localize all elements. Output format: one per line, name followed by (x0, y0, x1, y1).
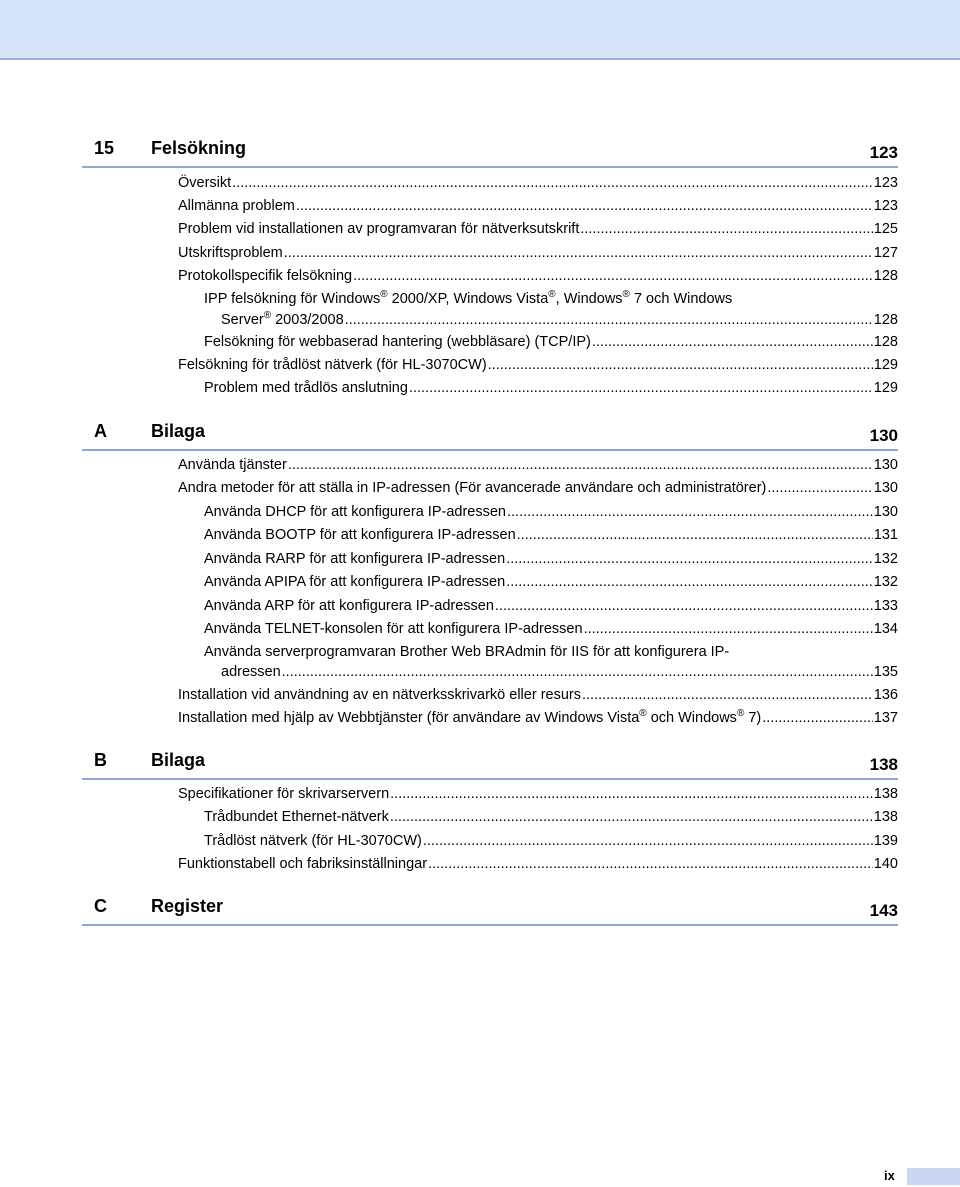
registered-mark: ® (622, 289, 630, 300)
toc-entry[interactable] (178, 687, 898, 704)
dot-leader (582, 687, 873, 704)
dot-leader (580, 221, 872, 238)
dot-leader (390, 809, 873, 826)
toc-chapter-c[interactable] (82, 896, 898, 926)
entry-text: Utskriftsproblem (178, 245, 283, 261)
dot-leader (584, 621, 873, 638)
toc-entry[interactable] (178, 786, 898, 803)
toc-chapter-15[interactable] (82, 138, 898, 168)
entry-text: Använda serverprogramvaran Brother Web BRAdmin för IIS för att konfigurera IP- (204, 644, 730, 660)
toc-entry[interactable] (178, 268, 898, 285)
toc-chapter-b[interactable] (82, 750, 898, 780)
entry-text: Server (221, 312, 264, 328)
entry-text: 7 och Windows (629, 291, 733, 307)
entry-text: 7) (744, 710, 762, 726)
registered-mark: ® (639, 708, 647, 719)
dot-leader (506, 551, 873, 568)
entry-text: Problem vid installationen av programvaran för nätverksutskrift (178, 221, 580, 237)
entry-page: 123 (873, 198, 898, 214)
entry-page: 129 (873, 357, 898, 373)
entry-text: IPP felsökning för Windows (204, 291, 381, 307)
dot-leader (282, 664, 873, 681)
entry-text: adressen (221, 664, 281, 680)
entry-page: 133 (873, 598, 898, 614)
page-header-band (0, 0, 960, 60)
dot-leader (488, 357, 873, 374)
entry-text: Översikt (178, 175, 232, 191)
chapter-title: Bilaga (151, 750, 206, 770)
toc-entry[interactable] (178, 245, 898, 262)
toc-entry[interactable] (178, 480, 898, 497)
dot-leader (284, 245, 873, 262)
entry-text: och Windows (646, 710, 737, 726)
entry-page: 134 (873, 621, 898, 637)
entry-page: 140 (873, 856, 898, 872)
entry-page: 127 (873, 245, 898, 261)
page-number: ix (884, 1168, 895, 1183)
entry-text: Använda APIPA för att konfigurera IP-adressen (204, 574, 506, 590)
entry-text: 2000/XP, Windows Vista (387, 291, 549, 307)
entry-page: 123 (873, 175, 898, 191)
entry-page: 130 (873, 480, 898, 496)
toc-entry-bradmin[interactable] (204, 644, 898, 681)
entry-text: 2003/2008 (271, 312, 344, 328)
entry-page: 139 (873, 833, 898, 849)
entry-text: Specifikationer för skrivarservern (178, 786, 390, 802)
entry-page: 130 (873, 457, 898, 473)
dot-leader (428, 856, 873, 873)
registered-mark: ® (548, 289, 556, 300)
entry-text: Använda tjänster (178, 457, 287, 473)
chapter-title: Register (151, 896, 224, 916)
entry-page: 135 (873, 664, 898, 680)
toc-entry[interactable] (204, 504, 898, 521)
entry-page: 131 (873, 527, 898, 543)
entry-text: Protokollspecifik felsökning (178, 268, 353, 284)
toc-entry[interactable] (204, 574, 898, 591)
chapter-number: B (94, 750, 107, 770)
toc-entry[interactable] (204, 527, 898, 544)
entry-text: Felsökning för trådlöst nätverk (för HL-3070CW) (178, 357, 487, 373)
entry-text: Felsökning för webbaserad hantering (webbläsare) (TCP/IP) (204, 334, 591, 350)
toc-chapter-a[interactable] (82, 421, 898, 451)
toc-entry[interactable] (204, 334, 898, 351)
entry-text: Trådbundet Ethernet-nätverk (204, 809, 389, 825)
dot-leader (592, 334, 873, 351)
entry-text: Funktionstabell och fabriksinställningar (178, 856, 428, 872)
toc-entry-webservices[interactable] (178, 710, 898, 727)
entry-text: Allmänna problem (178, 198, 295, 214)
entry-page: 128 (873, 268, 898, 284)
entry-page: 138 (873, 786, 898, 802)
toc-entry[interactable] (204, 809, 898, 826)
toc-entry[interactable] (204, 833, 898, 850)
entry-text: Problem med trådlös anslutning (204, 380, 408, 396)
dot-leader (409, 380, 873, 397)
entry-text: Använda BOOTP för att konfigurera IP-adressen (204, 527, 516, 543)
entry-page: 132 (873, 551, 898, 567)
toc-entry-ipp[interactable] (204, 291, 898, 329)
dot-leader (507, 504, 873, 521)
entry-text: Använda ARP för att konfigurera IP-adressen (204, 598, 494, 614)
entry-page: 136 (873, 687, 898, 703)
dot-leader (288, 457, 873, 474)
chapter-page: 138 (869, 755, 898, 774)
dot-leader (517, 527, 873, 544)
toc-entry[interactable] (178, 457, 898, 474)
chapter-page: 123 (869, 143, 898, 162)
entry-text: Trådlöst nätverk (för HL-3070CW) (204, 833, 422, 849)
chapter-rule (82, 449, 898, 451)
dot-leader (353, 268, 873, 285)
registered-mark: ® (736, 708, 745, 719)
dot-leader (232, 175, 873, 192)
registered-mark: ® (380, 289, 388, 300)
entry-text: Andra metoder för att ställa in IP-adressen (För avancerade användare och administratörer) (178, 480, 767, 496)
chapter-title: Felsökning (151, 138, 247, 158)
chapter-page: 143 (869, 901, 898, 920)
entry-page: 128 (873, 312, 898, 328)
chapter-rule (82, 778, 898, 780)
dot-leader (345, 312, 873, 329)
dot-leader (762, 710, 873, 727)
dot-leader (423, 833, 873, 850)
toc-entry[interactable] (178, 198, 898, 215)
entry-text: , Windows (555, 291, 623, 307)
entry-text: Installation med hjälp av Webbtjänster (för användare av Windows Vista (178, 710, 640, 726)
page-footer-tab (907, 1168, 960, 1185)
entry-text: Använda TELNET-konsolen för att konfigurera IP-adressen (204, 621, 583, 637)
dot-leader (506, 574, 873, 591)
dot-leader (390, 786, 873, 803)
entry-page: 125 (873, 221, 898, 237)
entry-page: 138 (873, 809, 898, 825)
chapter-number: 15 (94, 138, 115, 158)
toc-entry[interactable] (204, 621, 898, 638)
toc-entry[interactable] (178, 856, 898, 873)
dot-leader (296, 198, 873, 215)
chapter-rule (82, 166, 898, 168)
toc-entry[interactable] (178, 221, 898, 238)
entry-page: 137 (873, 710, 898, 726)
toc-entry[interactable] (178, 357, 898, 374)
dot-leader (767, 480, 872, 497)
entry-text: Använda RARP för att konfigurera IP-adressen (204, 551, 506, 567)
chapter-title: Bilaga (151, 421, 206, 441)
toc-entry[interactable] (204, 551, 898, 568)
dot-leader (495, 598, 873, 615)
chapter-page: 130 (869, 426, 898, 445)
registered-mark: ® (263, 310, 272, 321)
entry-page: 132 (873, 574, 898, 590)
entry-page: 129 (873, 380, 898, 396)
chapter-number: C (94, 896, 107, 916)
toc-entry[interactable] (204, 598, 898, 615)
entry-text: Använda DHCP för att konfigurera IP-adressen (204, 504, 506, 520)
entry-text: Installation vid användning av en nätverksskrivarkö eller resurs (178, 687, 581, 703)
chapter-rule (82, 924, 898, 926)
toc-entry[interactable] (204, 380, 898, 397)
entry-page: 130 (873, 504, 898, 520)
entry-page: 128 (873, 334, 898, 350)
chapter-number: A (94, 421, 107, 441)
toc-entry[interactable] (178, 175, 898, 192)
